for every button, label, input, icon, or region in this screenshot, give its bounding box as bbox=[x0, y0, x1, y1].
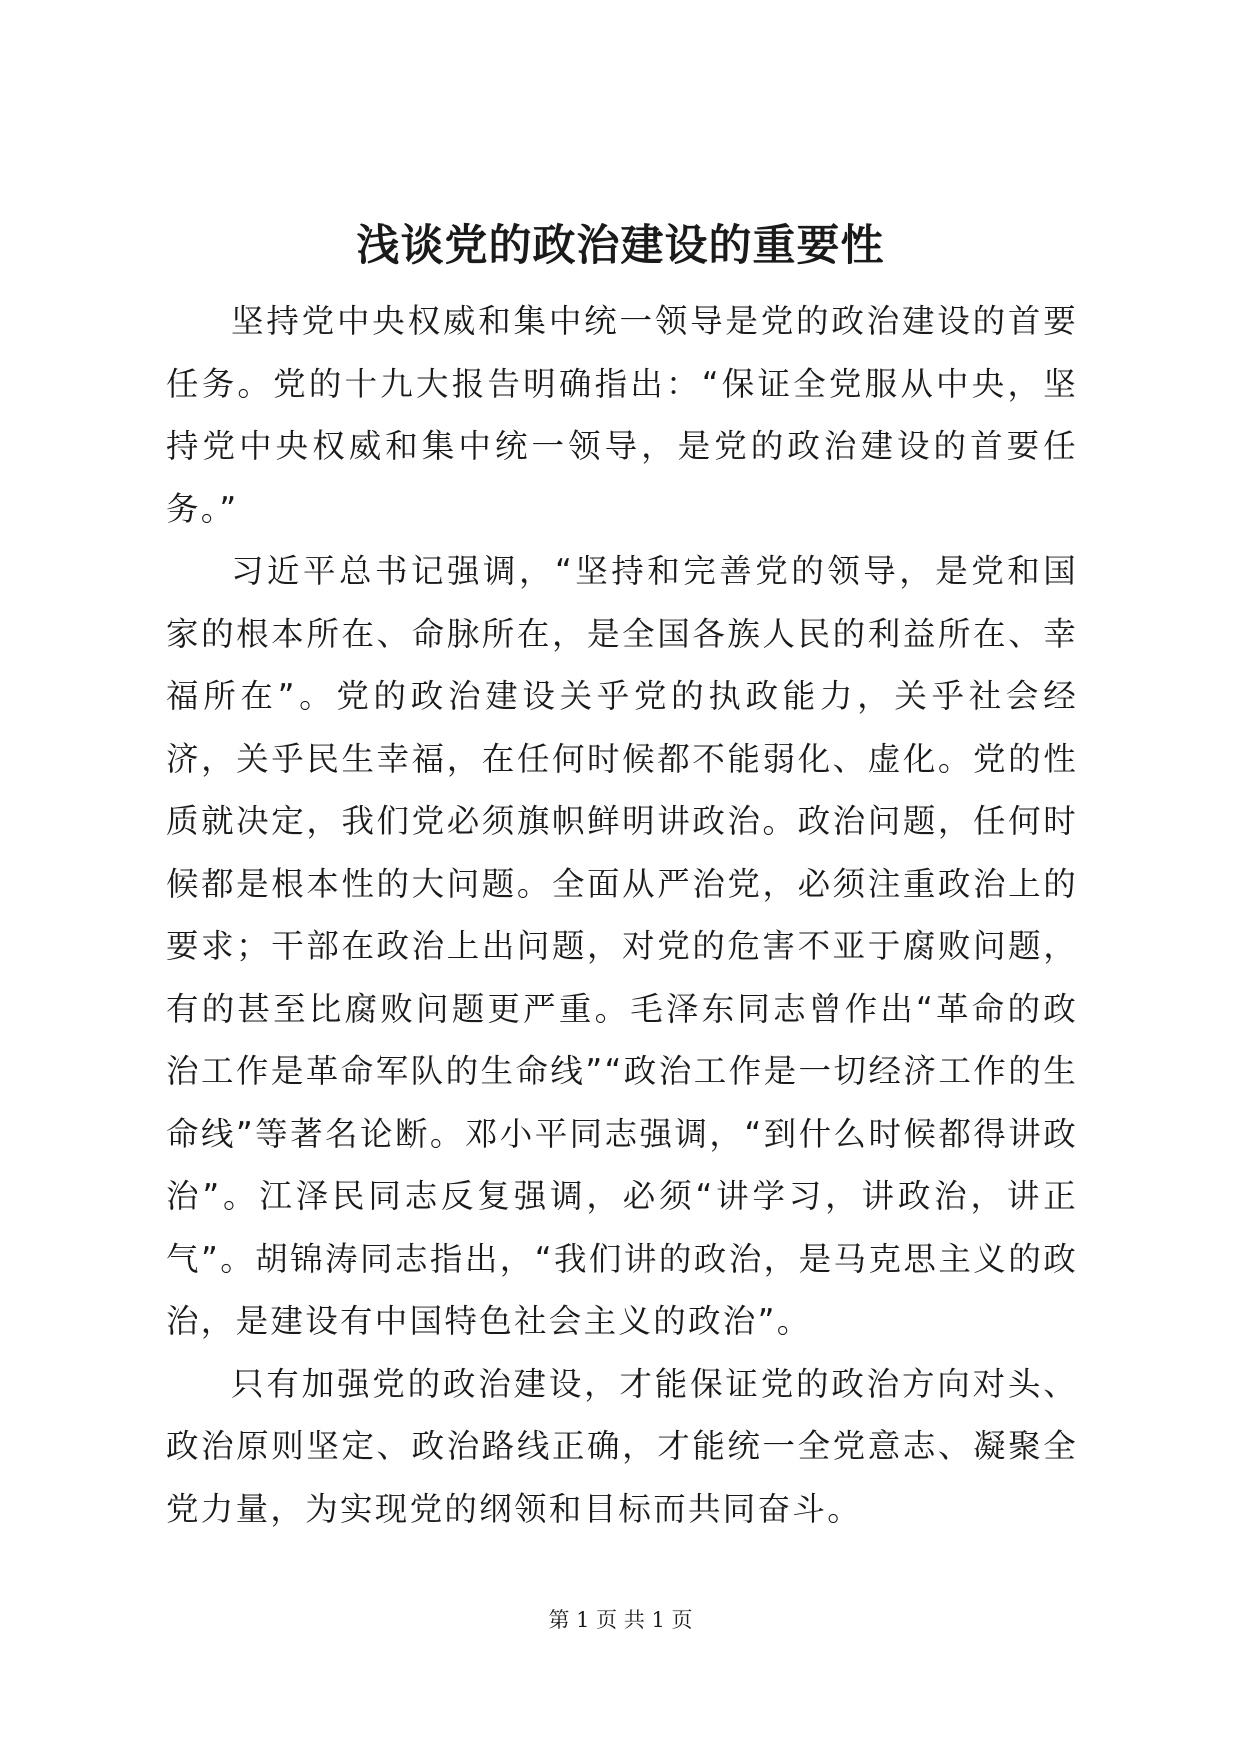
document-title: 浅谈党的政治建设的重要性 bbox=[356, 221, 885, 271]
paragraph-2: 习近平总书记强调，“坚持和完善党的领导，是党和国家的根本所在、命脉所在，是全国各族人民的利益所在、幸福所在”。党的政治建设关乎党的执政能力，关乎社会经济，关乎民生幸福，在任何时候都不能弱化、虚化。党的性质就决定，我们党必须旗帜鲜明讲政治。政治问题，任何时候都是根本性的大问题。全面从严治党，必须注重政治上的要求；干部在政治上出问题，对党的危害不亚于腐败问题，有的甚至比腐败问题更严重。毛泽东同志曾作出“革命的政治工作是革命军队的生命线”“政治工作是一切经济工作的生命线”等著名论断。邓小平同志强调，“到什么时候都得讲政治”。江泽民同志反复强调，必须“讲学习，讲政治，讲正气”。胡锦涛同志指出，“我们讲的政治，是马克思主义的政治，是建设有中国特色社会主义的政治”。 bbox=[166, 552, 1078, 1340]
paragraph-3: 只有加强党的政治建设，才能保证党的政治方向对头、政治原则坚定、政治路线正确，才能统一全党意志、凝聚全党力量，为实现党的纲领和目标而共同奋斗。 bbox=[166, 1364, 1078, 1528]
page-number-footer: 第 1 页 共 1 页 bbox=[548, 1608, 693, 1632]
paragraph-1: 坚持党中央权威和集中统一领导是党的政治建设的首要任务。党的十九大报告明确指出：“保证全党服从中央，坚持党中央权威和集中统一领导，是党的政治建设的首要任务。” bbox=[166, 302, 1078, 528]
document-body bbox=[166, 290, 1078, 1540]
